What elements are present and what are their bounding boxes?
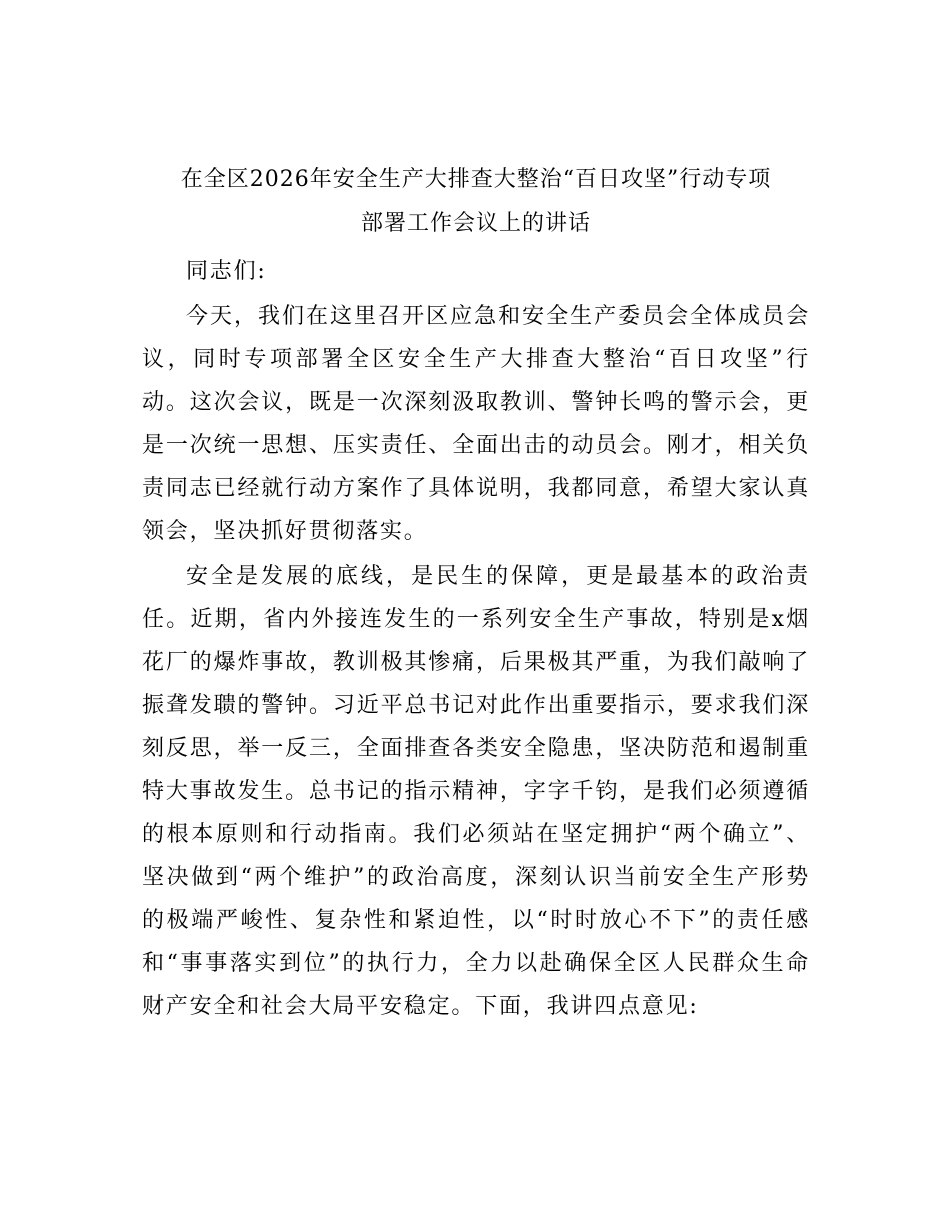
document-content (142, 158, 810, 1028)
salutation: 同志们: (186, 259, 267, 284)
title-line-1: 在全区2026年安全生产大排查大整治“百日攻坚”行动专项 (180, 167, 772, 192)
paragraph-safety: 安全是发展的底线，是民生的保障，更是最基本的政治责任。近期，省内外接连发生的一系列安全生产事故，特别是x烟花厂的爆炸事故，教训极其惨痛，后果极其严重，为我们敲响了振聋发聩的警钟。习近平总书记对此作出重要指示，要求我们深刻反思，举一反三，全面排查各类安全隐患，坚决防范和遏制重特大事故发生。总书记的指示精神，字字千钧，是我们必须遵循的根本原则和行动指南。我们必须站在坚定拥护“两个确立”、坚决做到“两个维护”的政治高度，深刻认识当前安全生产形势的极端严峻性、复杂性和紧迫性，以“时时放心不下”的责任感和“事事落实到位”的执行力，全力以赴确保全区人民群众生命财产安全和社会大局平安稳定。下面，我讲四点意见: (142, 564, 810, 1019)
paragraph-opening: 今天，我们在这里召开区应急和安全生产委员会全体成员会议，同时专项部署全区安全生产大排查大整治“百日攻坚”行动。这次会议，既是一次深刻汲取教训、警钟长鸣的警示会，更是一次统一思想、压实责任、全面出击的动员会。刚才，相关负责同志已经就行动方案作了具体说明，我都同意，希望大家认真领会，坚决抓好贯彻落实。 (142, 304, 810, 544)
document-body (142, 250, 810, 1028)
title-line-2: 部署工作会议上的讲话 (360, 211, 591, 236)
document-title (142, 158, 810, 246)
